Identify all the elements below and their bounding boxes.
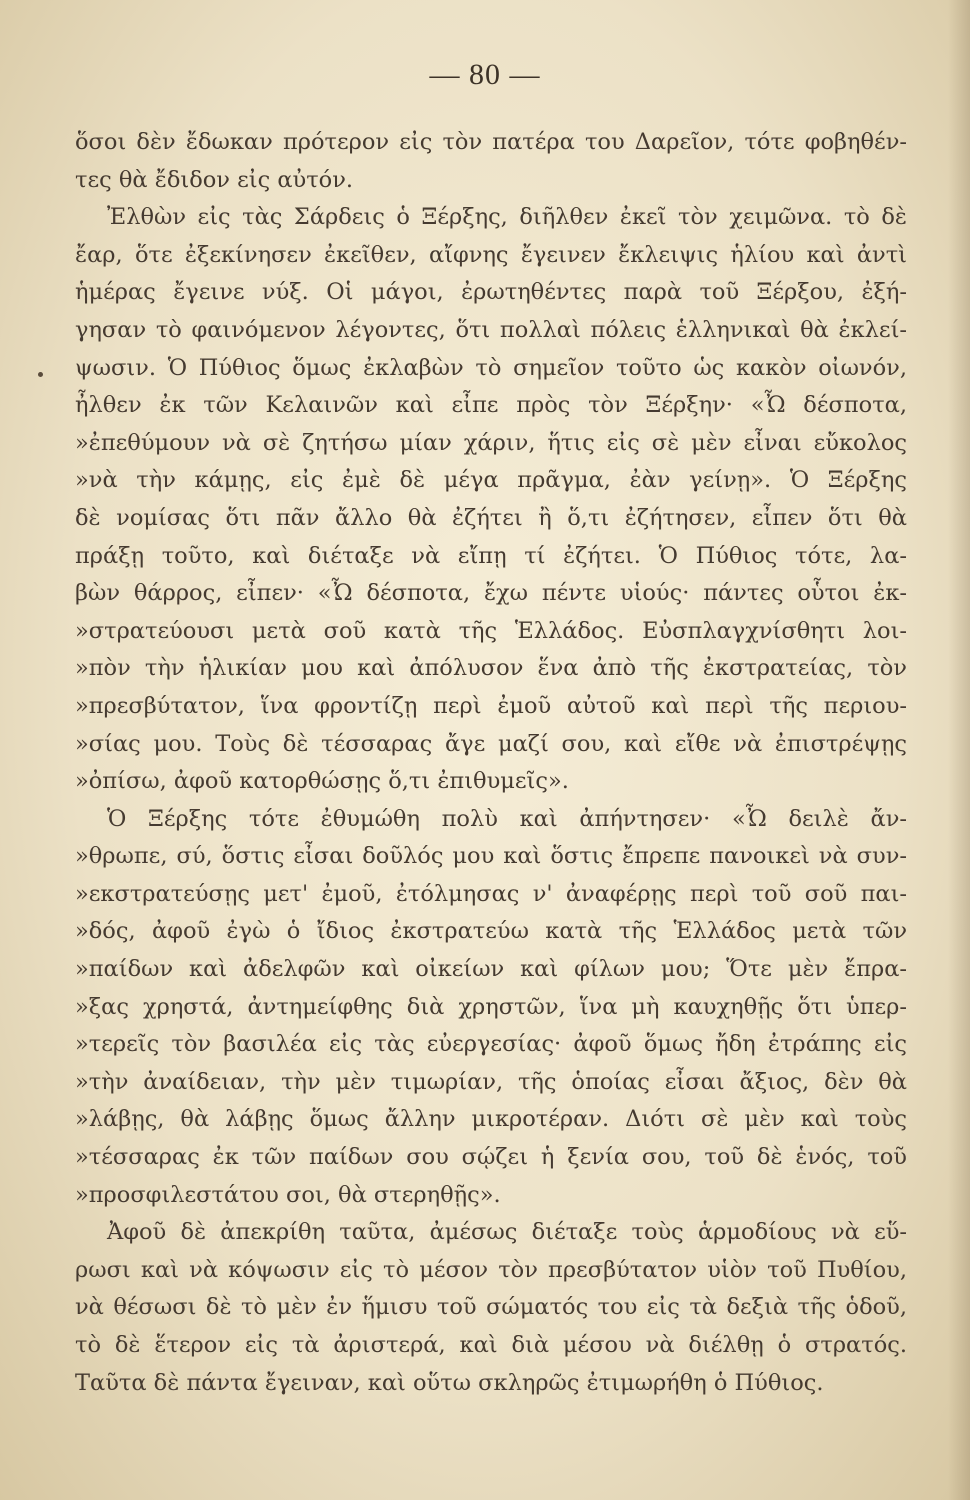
text-line: πράξῃ τοῦτο, καὶ διέταξε νὰ εἴπῃ τί ἐζήτει. Ὁ Πύθιος τότε, λα- [75, 542, 907, 569]
page-number: — 80 — [429, 58, 541, 91]
text-line: »εκστρατεύσῃς μετ' ἐμοῦ, ἐτόλμησας ν' ἀναφέρῃς περὶ τοῦ σοῦ παι- [75, 880, 907, 907]
text-line: »τερεῖς τὸν βασιλέα εἰς τὰς εὐεργεσίας· ἀφοῦ ὅμως ἤδη ἐτράπης εἰς [75, 1031, 907, 1058]
text-line: »ὀπίσω, ἀφοῦ κατορθώσῃς ὅ,τι ἐπιθυμεῖς». [75, 768, 569, 795]
text-line: »πὸν τὴν ἡλικίαν μου καὶ ἀπόλυσον ἕνα ἀπὸ τῆς ἐκστρατείας, τὸν [75, 655, 907, 682]
text-line: »ἐπεθύμουν νὰ σὲ ζητήσω μίαν χάριν, ἥτις εἰς σὲ μὲν εἶναι εὔκολος [75, 429, 907, 456]
body-text [75, 124, 907, 1402]
text-line: ρωσι καὶ νὰ κόψωσιν εἰς τὸ μέσον τὸν πρεσβύτατον υἱὸν τοῦ Πυθίου, [75, 1256, 907, 1283]
text-line: »τὴν ἀναίδειαν, τὴν μὲν τιμωρίαν, τῆς ὁποίας εἶσαι ἄξιος, δὲν θὰ [75, 1068, 907, 1095]
text-line: τες θὰ ἔδιδον εἰς αὐτόν. [75, 166, 354, 193]
text-line: τὸ δὲ ἕτερον εἰς τὰ ἀριστερά, καὶ διὰ μέσου νὰ διέλθῃ ὁ στρατός. [75, 1332, 907, 1358]
text-line: »πρεσβύτατον, ἵνα φροντίζῃ περὶ ἐμοῦ αὐτοῦ καὶ περὶ τῆς περιου- [75, 692, 907, 719]
text-line: Ἀφοῦ δὲ ἀπεκρίθη ταῦτα, ἀμέσως διέταξε τοὺς ἁρμοδίους νὰ εὕ- [107, 1219, 907, 1246]
text-line: δὲ νομίσας ὅτι πᾶν ἄλλο θὰ ἐζήτει ἢ ὅ,τι ἐζήτησεν, εἶπεν ὅτι θὰ [75, 504, 907, 531]
text-line: νὰ θέσωσι δὲ τὸ μὲν ἐν ἥμισυ τοῦ σώματός του εἰς τὰ δεξιὰ τῆς ὁδοῦ, [75, 1294, 907, 1321]
text-line: ἦλθεν ἐκ τῶν Κελαινῶν καὶ εἶπε πρὸς τὸν Ξέρξην· «Ὦ δέσποτα, [75, 392, 907, 419]
text-line: ἡμέρας ἔγεινε νύξ. Οἱ μάγοι, ἐρωτηθέντες παρὰ τοῦ Ξέρξου, ἐξή- [75, 279, 907, 306]
text-line: »νὰ τὴν κάμῃς, εἰς ἐμὲ δὲ μέγα πρᾶγμα, ἐὰν γείνῃ». Ὁ Ξέρξης [75, 467, 907, 494]
text-line: »ξας χρηστά, ἀντημείφθης διὰ χρηστῶν, ἵνα μὴ καυχηθῇς ὅτι ὑπερ- [75, 993, 907, 1020]
text-line: »παίδων καὶ ἀδελφῶν καὶ οἰκείων καὶ φίλων μου; Ὅτε μὲν ἔπρα- [75, 956, 907, 983]
text-line: ἔαρ, ὅτε ἐξεκίνησεν ἐκεῖθεν, αἴφνης ἔγεινεν ἔκλειψις ἡλίου καὶ ἀντὶ [75, 241, 907, 268]
text-line: ὅσοι δὲν ἔδωκαν πρότερον εἰς τὸν πατέρα του Δαρεῖον, τότε φοβηθέν- [75, 129, 907, 155]
page-edge-shadow [948, 0, 970, 1500]
text-line: Ἐλθὼν εἰς τὰς Σάρδεις ὁ Ξέρξης, διῆλθεν ἐκεῖ τὸν χειμῶνα. τὸ δὲ [107, 204, 907, 231]
text-line: »θρωπε, σύ, ὅστις εἶσαι δοῦλός μου καὶ ὅστις ἔπρεπε πανοικεὶ νὰ συν- [75, 843, 907, 870]
text-line: »στρατεύουσι μετὰ σοῦ κατὰ τῆς Ἑλλάδος. Εὐσπλαγχνίσθητι λοι- [75, 617, 907, 644]
text-line: »προσφιλεστάτου σοι, θὰ στερηθῇς». [75, 1181, 501, 1208]
text-line: »σίας μου. Τοὺς δὲ τέσσαρας ἄγε μαζί σου, καὶ εἴθε νὰ ἐπιστρέψῃς [75, 730, 907, 757]
text-line: »δός, ἀφοῦ ἐγὼ ὁ ἴδιος ἐκστρατεύω κατὰ τῆς Ἑλλάδος μετὰ τῶν [75, 918, 907, 945]
text-line: γησαν τὸ φαινόμενον λέγοντες, ὅτι πολλαὶ πόλεις ἑλληνικαὶ θὰ ἐκλεί- [75, 316, 907, 343]
margin-mark [38, 372, 43, 377]
text-line: βὼν θάρρος, εἶπεν· «Ὦ δέσποτα, ἔχω πέντε υἱούς· πάντες οὗτοι ἐκ- [75, 580, 907, 607]
text-line: Ὁ Ξέρξης τότε ἐθυμώθη πολὺ καὶ ἀπήντησεν· «Ὦ δειλὲ ἄν- [107, 805, 907, 832]
text-line: Ταῦτα δὲ πάντα ἔγειναν, καὶ οὕτω σκληρῶς ἐτιμωρήθη ὁ Πύθιος. [75, 1369, 824, 1396]
text-line: ψωσιν. Ὁ Πύθιος ὅμως ἐκλαβὼν τὸ σημεῖον τοῦτο ὡς κακὸν οἰωνόν, [75, 354, 907, 381]
text-line: »τέσσαρας ἐκ τῶν παίδων σου σῴζει ἡ ξενία σου, τοῦ δὲ ἑνός, τοῦ [75, 1144, 907, 1171]
text-line: »λάβῃς, θὰ λάβῃς ὅμως ἄλλην μικροτέραν. Διότι σὲ μὲν καὶ τοὺς [75, 1106, 907, 1133]
